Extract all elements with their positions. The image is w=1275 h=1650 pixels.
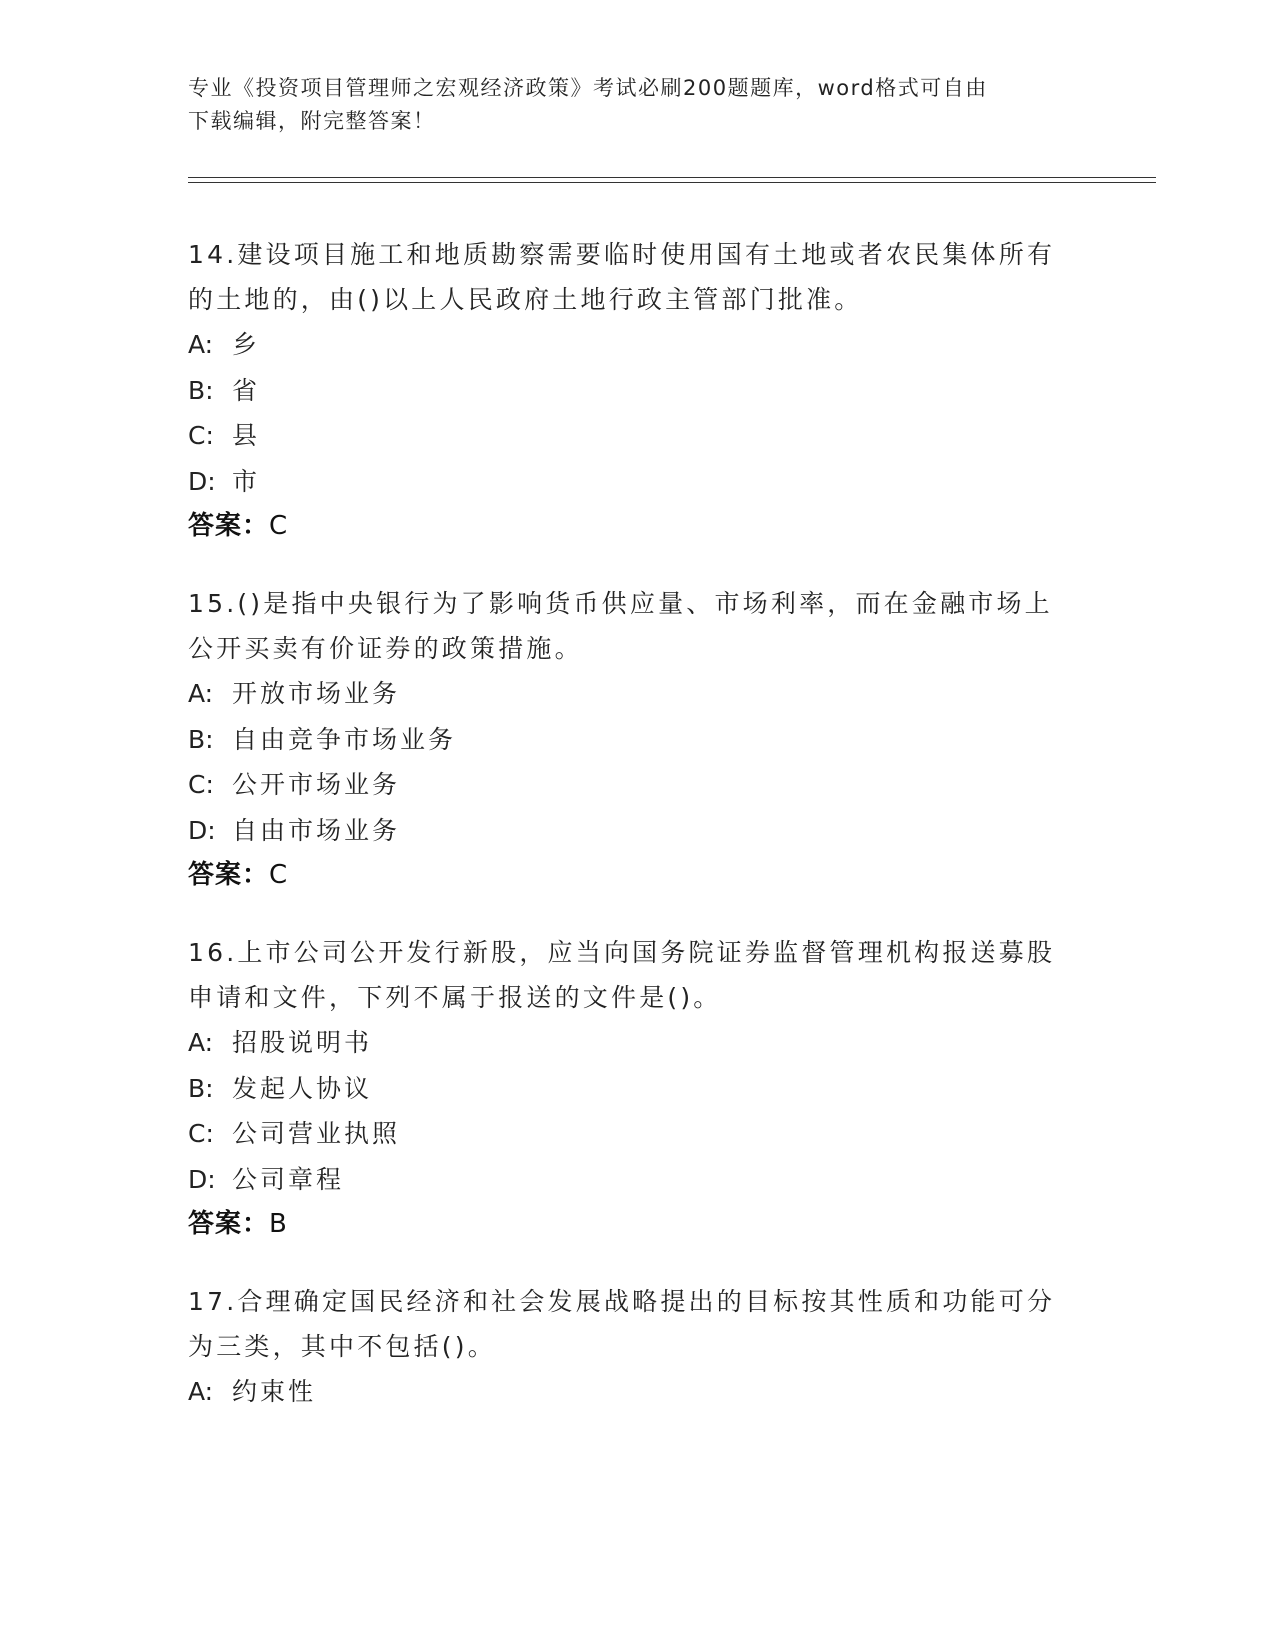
- answer-label: 答案：: [188, 1209, 270, 1239]
- option-text: 市: [232, 466, 261, 496]
- option-text: 公司章程: [232, 1164, 345, 1194]
- option-label: D:: [188, 1164, 216, 1194]
- header-divider-top: [188, 177, 1156, 178]
- question-text-line: 为三类，其中不包括()。: [188, 1332, 496, 1361]
- answer: [188, 853, 1088, 898]
- option-label: A:: [188, 679, 214, 708]
- option-b: [188, 717, 1088, 763]
- option-label: B:: [188, 724, 214, 754]
- option-b: [188, 368, 1088, 414]
- option-text: 乡: [232, 330, 261, 359]
- option-c: [188, 1111, 1088, 1157]
- option-label: C:: [188, 770, 214, 799]
- option-label: A:: [188, 330, 214, 359]
- answer: [188, 504, 1088, 549]
- option-label: A:: [188, 1028, 214, 1057]
- option-label: C:: [188, 421, 214, 450]
- option-text: 县: [232, 421, 261, 450]
- question-text-line: 16.上市公司公开发行新股，应当向国务院证券监督管理机构报送募股: [188, 938, 1056, 967]
- option-text: 省: [232, 375, 261, 405]
- question-14: [188, 232, 1088, 549]
- option-label: B:: [188, 1073, 214, 1103]
- header-divider-bottom: [188, 182, 1156, 183]
- option-label: B:: [188, 375, 214, 405]
- option-label: C:: [188, 1119, 214, 1148]
- option-text: 公开市场业务: [232, 770, 401, 799]
- header-line-2: 下载编辑，附完整答案！: [188, 109, 436, 133]
- option-a: [188, 322, 1088, 368]
- option-text: 自由竞争市场业务: [232, 724, 457, 754]
- option-c: [188, 413, 1088, 459]
- question-text-line: 15.()是指中央银行为了影响货币供应量、市场利率，而在金融市场上: [188, 589, 1053, 618]
- option-b: [188, 1066, 1088, 1112]
- answer-value: B: [269, 1209, 288, 1239]
- question-17: [188, 1279, 1088, 1415]
- question-text-line: 17.合理确定国民经济和社会发展战略提出的目标按其性质和功能可分: [188, 1287, 1056, 1316]
- answer-label: 答案：: [188, 860, 270, 890]
- answer: [188, 1202, 1088, 1247]
- option-a: [188, 1020, 1088, 1066]
- answer-value: C: [269, 860, 289, 890]
- option-a: [188, 1369, 1088, 1415]
- option-d: [188, 459, 1088, 505]
- question-text-line: 公开买卖有价证券的政策措施。: [188, 634, 583, 663]
- question-text-line: 的土地的，由()以上人民政府土地行政主管部门批准。: [188, 285, 863, 314]
- option-d: [188, 808, 1088, 854]
- option-text: 自由市场业务: [232, 815, 401, 845]
- option-text: 约束性: [232, 1377, 317, 1406]
- option-text: 开放市场业务: [232, 679, 401, 708]
- option-label: D:: [188, 466, 216, 496]
- option-c: [188, 762, 1088, 808]
- option-label: D:: [188, 815, 216, 845]
- question-list: [188, 232, 1088, 1447]
- document-header: [188, 72, 1068, 138]
- option-text: 招股说明书: [232, 1028, 373, 1057]
- answer-value: C: [269, 511, 289, 541]
- question-16: [188, 930, 1088, 1247]
- option-label: A:: [188, 1377, 214, 1406]
- option-text: 发起人协议: [232, 1073, 373, 1103]
- option-d: [188, 1157, 1088, 1203]
- header-line-1: 专业《投资项目管理师之宏观经济政策》考试必刷200题题库，word格式可自由: [188, 76, 988, 100]
- question-15: [188, 581, 1088, 898]
- option-a: [188, 671, 1088, 717]
- question-text-line: 申请和文件，下列不属于报送的文件是()。: [188, 983, 722, 1012]
- answer-label: 答案：: [188, 511, 270, 541]
- question-text-line: 14.建设项目施工和地质勘察需要临时使用国有土地或者农民集体所有: [188, 240, 1056, 269]
- option-text: 公司营业执照: [232, 1119, 401, 1148]
